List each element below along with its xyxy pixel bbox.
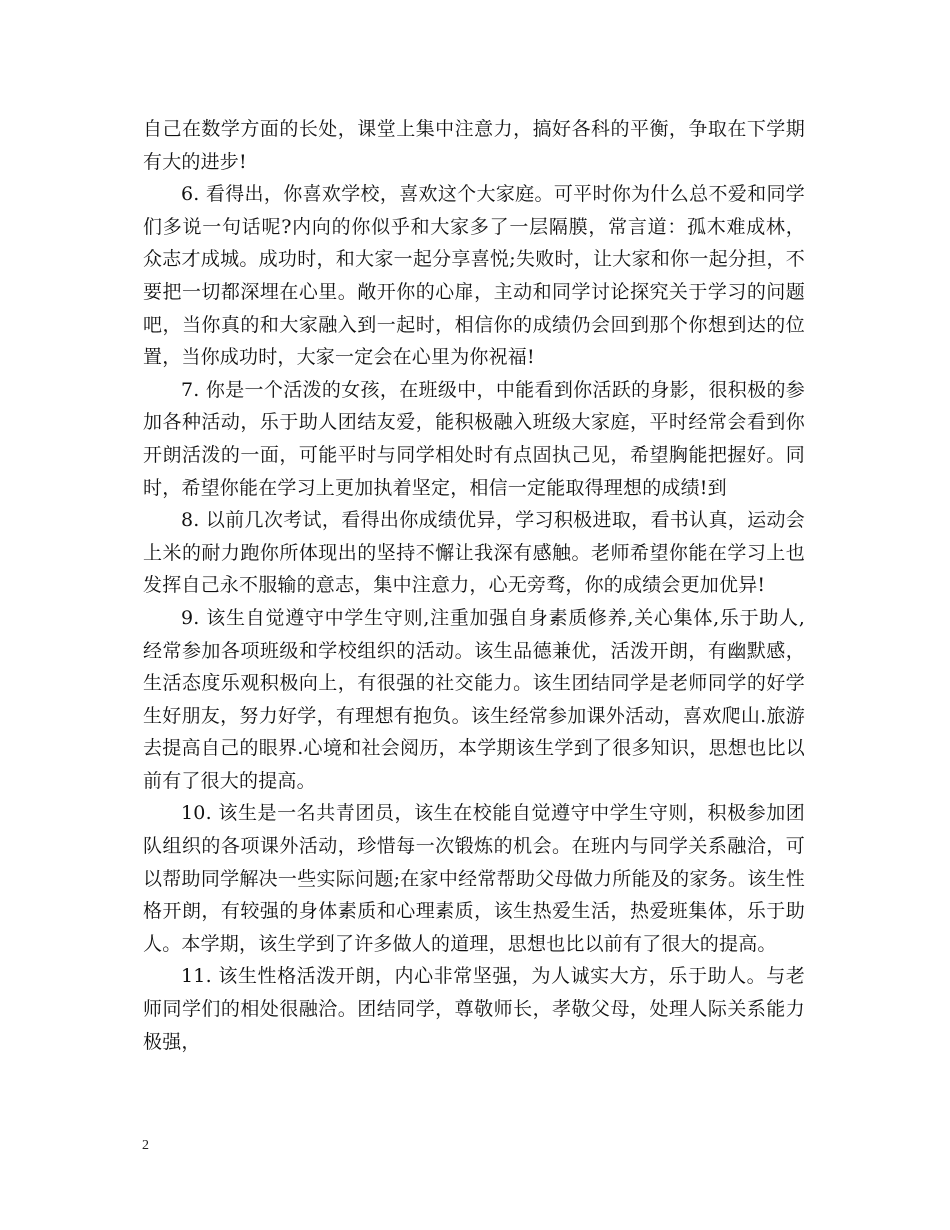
document-body (143, 113, 805, 1058)
paragraph-item-10: 10. 该生是一名共青团员，该生在校能自觉遵守中学生守则，积极参加团队组织的各项课外活动，珍惜每一次锻炼的机会。在班内与同学关系融洽，可以帮助同学解决一些实际问题;在家中经常帮助父母做力所能及的家务。该生性格开朗，有较强的身体素质和心理素质，该生热爱生活，热爱班集体，乐于助人。本学期，该生学到了许多做人的道理，思想也比以前有了很大的提高。 (143, 802, 805, 955)
page-number: 2 (142, 1138, 149, 1153)
paragraph-item-11: 11. 该生性格活泼开朗，内心非常坚强，为人诚实大方，乐于助人。与老师同学们的相处很融洽。团结同学，尊敬师长，孝敬父母，处理人际关系能力极强， (143, 965, 805, 1053)
paragraph-item-8: 8. 以前几次考试，看得出你成绩优异，学习积极进取，看书认真，运动会上米的耐力跑你所体现出的坚持不懈让我深有感触。老师希望你能在学习上也发挥自己永不服输的意志，集中注意力，心无旁骛，你的成绩会更加优异! (143, 509, 805, 597)
paragraph-continuation: 自己在数学方面的长处，课堂上集中注意力，搞好各科的平衡，争取在下学期有大的进步! (143, 118, 805, 173)
paragraph-item-7: 7. 你是一个活泼的女孩，在班级中，中能看到你活跃的身影，很积极的参加各种活动，乐于助人团结友爱，能积极融入班级大家庭，平时经常会看到你开朗活泼的一面，可能平时与同学相处时有点固执己见，希望胸能把握好。同时，希望你能在学习上更加执着坚定，相信一定能取得理想的成绩!到 (143, 378, 805, 499)
paragraph-item-6: 6. 看得出，你喜欢学校，喜欢这个大家庭。可平时你为什么总不爱和同学们多说一句话呢?内向的你似乎和大家多了一层隔膜，常言道：孤木难成林，众志才成城。成功时，和大家一起分享喜悦;失败时，让大家和你一起分担，不要把一切都深埋在心里。敞开你的心扉，主动和同学讨论探究关于学习的问题吧，当你真的和大家融入到一起时，相信你的成绩仍会回到那个你想到达的位置，当你成功时，大家一定会在心里为你祝福! (143, 183, 805, 369)
paragraph-item-9: 9. 该生自觉遵守中学生守则,注重加强自身素质修养,关心集体,乐于助人,经常参加各项班级和学校组织的活动。该生品德兼优，活泼开朗，有幽默感，生活态度乐观积极向上，有很强的社交能力。该生团结同学是老师同学的好学生好朋友，努力好学，有理想有抱负。该生经常参加课外活动，喜欢爬山.旅游去提高自己的眼界.心境和社会阅历，本学期该生学到了很多知识，思想也比以前有了很大的提高。 (143, 606, 805, 792)
